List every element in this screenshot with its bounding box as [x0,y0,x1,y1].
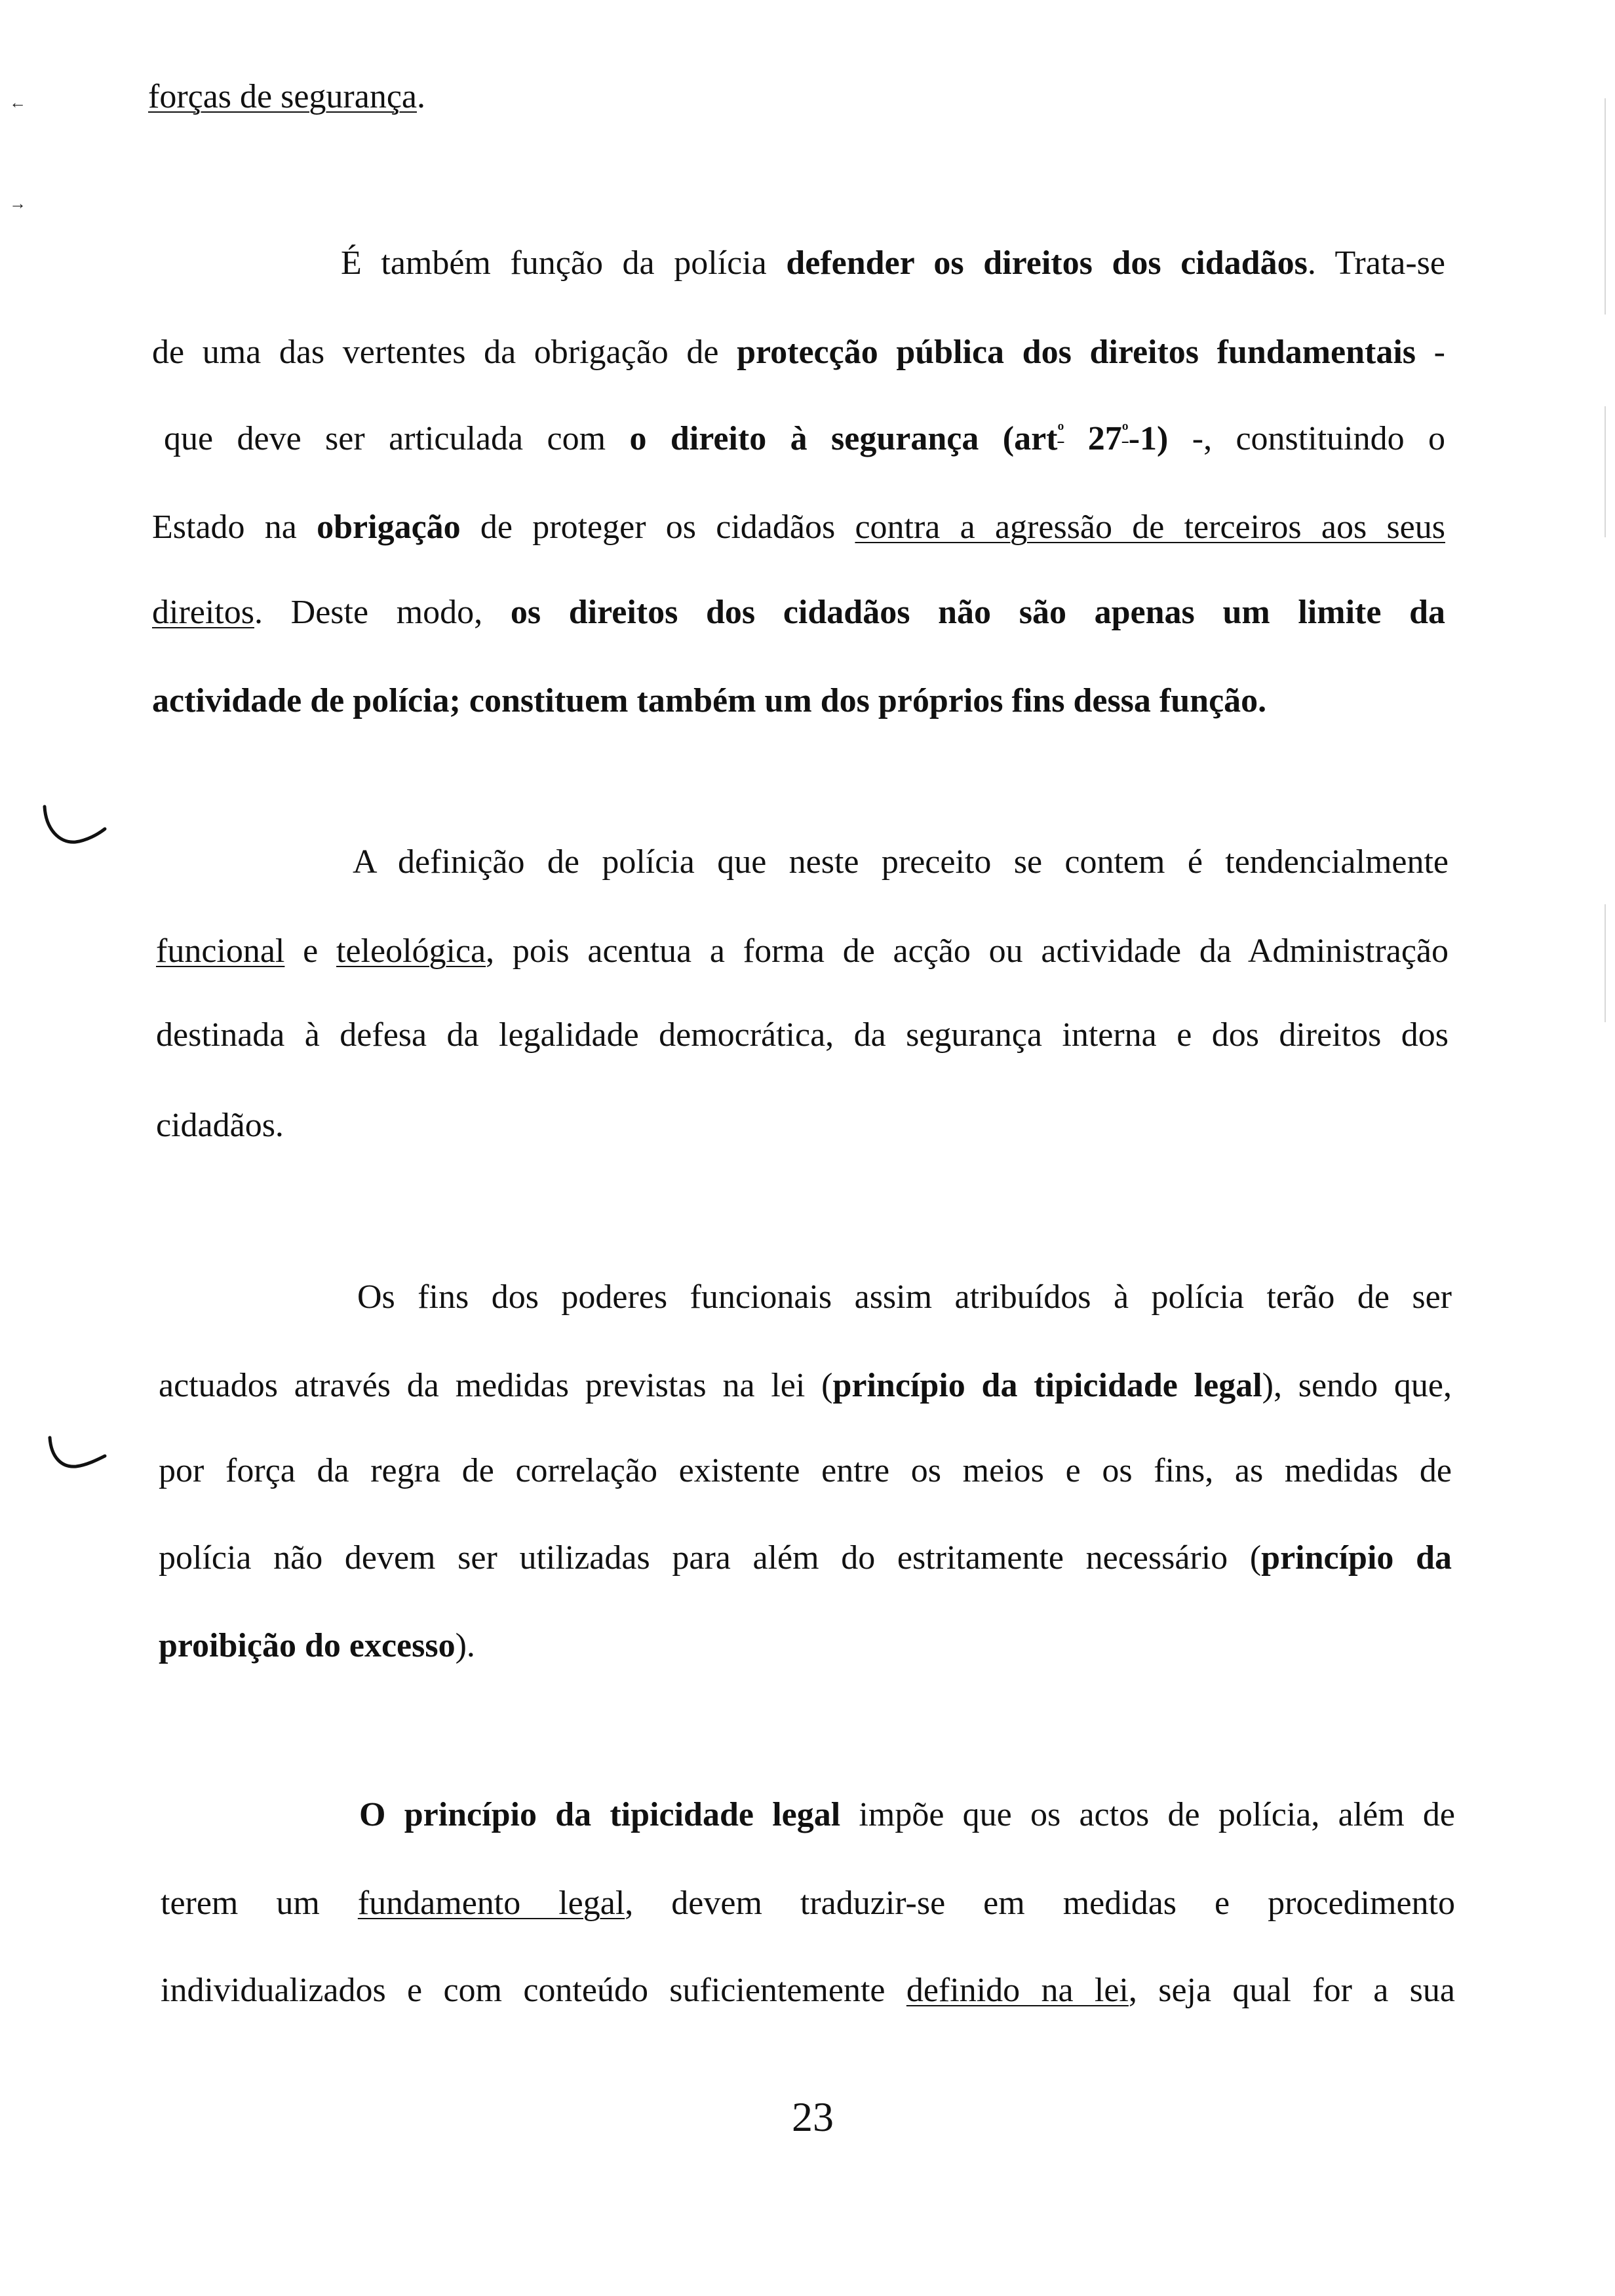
bold-text: defender os direitos dos cidadãos [786,244,1308,282]
text-line [152,333,1445,372]
text-line [159,1626,475,1666]
text-fragment: . Trata-se [1307,244,1445,282]
underlined-text: forças de segurança [148,78,417,115]
text-fragment: -1) [1128,420,1169,457]
text-fragment: que deve ser articulada com [164,420,630,457]
text-fragment: ). [455,1627,475,1664]
bold-text: protecção pública dos direitos fundamentais [737,334,1416,371]
text-fragment: individualizados e com conteúdo suficientemente [161,1972,906,2009]
text-fragment: por força da regra de correlação existente entre os meios e os fins, as medidas de [159,1452,1452,1489]
text-fragment: de proteger os cidadãos [460,508,855,546]
text-fragment: A definição de polícia que neste preceito se contem é tendencialmente [353,843,1449,881]
bold-text: proibição do excesso [159,1627,456,1664]
bold-text: princípio da [1261,1539,1452,1577]
text-fragment: polícia não devem ser utilizadas para além do estritamente necessário ( [159,1539,1262,1577]
text-line [164,419,1445,459]
text-fragment: - [1416,334,1445,371]
text-line [341,244,1445,283]
text-line [156,1016,1449,1055]
underlined-text: funcional [156,932,285,970]
text-fragment: . [416,78,425,115]
margin-arrow-mark: ← [9,93,26,112]
text-line [159,1451,1452,1491]
text-fragment: 27 [1064,420,1122,457]
text-line [359,1795,1455,1835]
underlined-text: definido na lei [906,1972,1129,2009]
underlined-text: fundamento legal [357,1885,625,1922]
text-line [353,843,1449,882]
margin-arrow-mark: → [9,194,26,213]
bold-text: obrigação [317,508,461,546]
text-fragment: de uma das vertentes da obrigação de [152,334,737,371]
text-fragment: terem um [161,1885,358,1922]
bold-text: actividade de polícia; constituem também um dos próprios fins dessa função. [152,682,1267,719]
text-fragment: . Deste modo, [254,594,511,631]
underlined-text: contra a agressão de terceiros aos seus [855,508,1445,546]
text-line [148,77,425,117]
margin-check-mark [45,1435,110,1481]
text-fragment: Estado na [152,508,317,546]
page-number: 23 [792,2094,834,2140]
text-line [159,1366,1452,1406]
text-line [161,1971,1455,2010]
text-fragment: ), sendo que, [1262,1367,1452,1404]
text-fragment: Os fins dos poderes funcionais assim atribuídos à polícia terão de ser [357,1278,1452,1316]
text-line [152,593,1445,632]
underlined-text: º [1121,420,1129,442]
scan-edge [1605,904,1606,1022]
underlined-text: teleológica [336,932,486,970]
text-fragment: destinada à defesa da legalidade democrática, da segurança interna e dos direitos dos [156,1016,1449,1054]
text-fragment: cidadãos. [156,1107,284,1144]
text-fragment: -, constituindo o [1168,420,1445,457]
text-line [156,1106,284,1145]
superscript [1057,421,1064,442]
text-line [159,1539,1452,1578]
text-line [156,932,1449,971]
scan-edge [1605,98,1606,315]
margin-check-mark [39,803,111,852]
text-line [357,1278,1452,1317]
text-line [152,508,1445,547]
text-fragment: É também função da polícia [341,244,787,282]
bold-text: os direitos dos cidadãos não são apenas um limite da [510,594,1445,631]
text-fragment: e [284,932,337,970]
underlined-text: direitos [152,594,254,631]
text-fragment: o direito à segurança (art [629,420,1058,457]
text-fragment: actuados através da medidas previstas na lei ( [159,1367,833,1404]
text-fragment: , seja qual for a sua [1128,1972,1455,2009]
text-fragment: , pois acentua a forma de acção ou actividade da Administração [486,932,1449,970]
bold-text: O princípio da tipicidade legal [359,1796,841,1833]
bold-text: princípio da tipicidade legal [832,1367,1262,1404]
text-fragment: , devem traduzir-se em medidas e procedimento [625,1885,1455,1922]
text-line [152,681,1266,721]
text-line [161,1884,1455,1923]
bold-text [629,420,1168,457]
text-fragment: impõe que os actos de polícia, além de [840,1796,1455,1833]
underlined-text: º [1057,420,1064,442]
superscript [1122,421,1129,442]
scan-edge [1605,406,1606,537]
